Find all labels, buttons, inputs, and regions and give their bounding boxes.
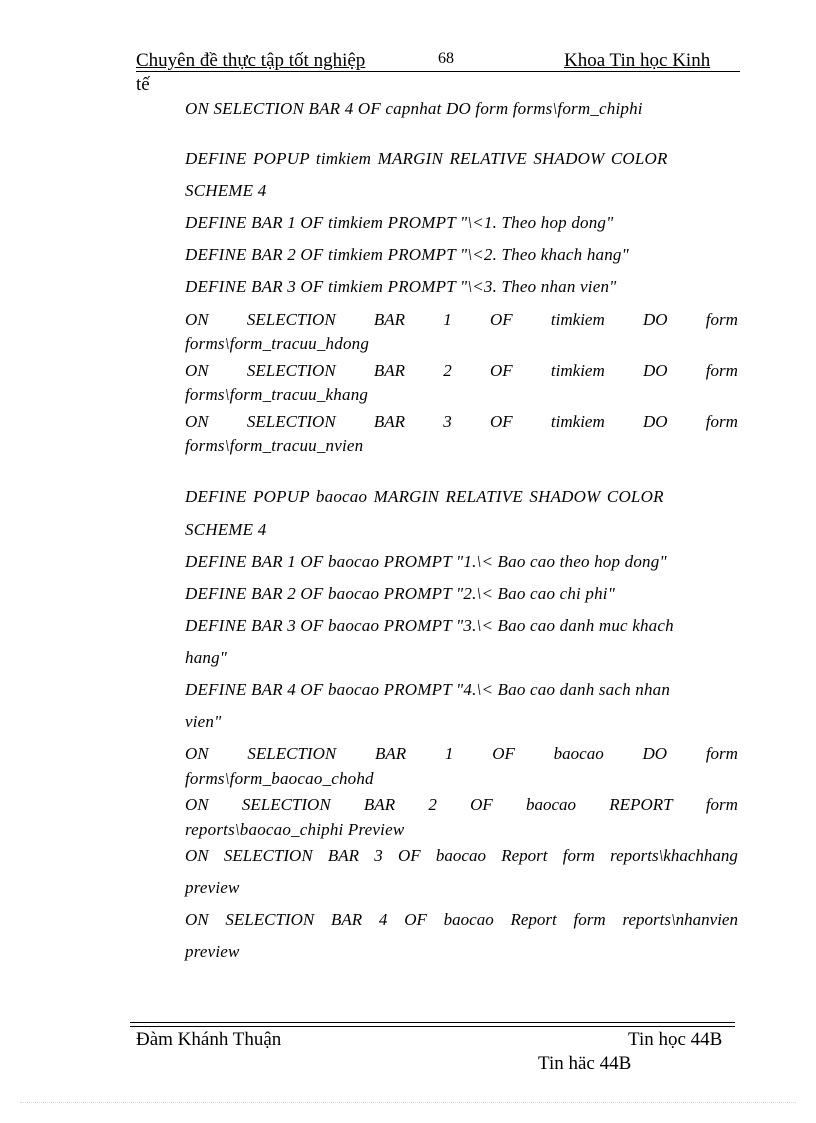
code-line-justified: ON SELECTION BAR 4 OF baocao Report form reports\nhanvien <box>185 910 738 929</box>
code-line: forms\form_baocao_chohd <box>185 769 374 788</box>
header-title: Chuyên đề thực tập tốt nghiệp <box>136 50 366 71</box>
footer-rule <box>130 1026 735 1027</box>
code-line-justified: ON SELECTION BAR 3 OF timkiem DO form <box>185 412 738 431</box>
footer-author: Đàm Khánh Thuận <box>136 1029 282 1050</box>
header-department-wrap: tế <box>136 74 150 95</box>
code-line: DEFINE BAR 1 OF timkiem PROMPT "\<1. Theo hop dong" <box>185 213 614 232</box>
code-line: DEFINE BAR 1 OF baocao PROMPT "1.\< Bao cao theo hop dong" <box>185 552 667 571</box>
page-number: 68 <box>438 50 454 67</box>
header-rule <box>136 71 740 72</box>
header-department: Khoa Tin học Kinh <box>564 50 711 71</box>
code-line: preview <box>185 942 240 961</box>
footer-class: Tin học 44B <box>628 1029 723 1050</box>
code-line-justified: ON SELECTION BAR 3 OF baocao Report form reports\khachhang <box>185 846 738 865</box>
code-line: forms\form_tracuu_hdong <box>185 334 370 353</box>
code-line: DEFINE BAR 4 OF baocao PROMPT "4.\< Bao cao danh sach nhan <box>185 680 671 699</box>
code-line: DEFINE POPUP timkiem MARGIN RELATIVE SHADOW COLOR <box>185 149 668 168</box>
code-line: SCHEME 4 <box>185 181 267 200</box>
footer-class-below: Tin häc 44B <box>538 1053 632 1074</box>
code-line: ON SELECTION BAR 4 OF capnhat DO form forms\form_chiphi <box>185 99 643 118</box>
code-line: forms\form_tracuu_nvien <box>185 436 364 455</box>
code-line: DEFINE BAR 2 OF baocao PROMPT "2.\< Bao cao chi phi" <box>185 584 616 603</box>
code-line: SCHEME 4 <box>185 520 267 539</box>
code-line-justified: ON SELECTION BAR 2 OF timkiem DO form <box>185 361 738 380</box>
code-line: hang" <box>185 648 228 667</box>
footer-rule <box>130 1022 735 1023</box>
code-line: reports\baocao_chiphi Preview <box>185 820 405 839</box>
code-line: preview <box>185 878 240 897</box>
code-line: vien" <box>185 712 222 731</box>
code-line: DEFINE POPUP baocao MARGIN RELATIVE SHADOW COLOR <box>185 487 664 506</box>
code-line-justified: ON SELECTION BAR 1 OF timkiem DO form <box>185 310 738 329</box>
code-line: DEFINE BAR 3 OF baocao PROMPT "3.\< Bao cao danh muc khach <box>185 616 674 635</box>
code-line-justified: ON SELECTION BAR 2 OF baocao REPORT form <box>185 795 738 814</box>
code-line: forms\form_tracuu_khang <box>185 385 369 404</box>
page-bottom-dots <box>20 1102 796 1103</box>
code-line: DEFINE BAR 3 OF timkiem PROMPT "\<3. Theo nhan vien" <box>185 277 617 296</box>
code-line-justified: ON SELECTION BAR 1 OF baocao DO form <box>185 744 738 763</box>
code-line: DEFINE BAR 2 OF timkiem PROMPT "\<2. Theo khach hang" <box>185 245 629 264</box>
